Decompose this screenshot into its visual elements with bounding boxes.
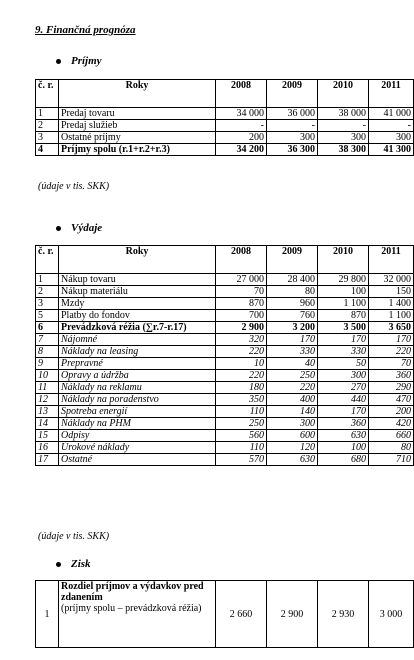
table-row (36, 418, 414, 430)
table-row (36, 358, 414, 370)
value-cell: 3 650 (369, 322, 414, 334)
value-cell: 40 (267, 358, 318, 370)
profit-label (59, 581, 216, 648)
profit-bullet (56, 558, 91, 570)
year-header: 2011 (369, 246, 414, 274)
row-number: 3 (36, 298, 59, 310)
col-no-header: č. r. (36, 246, 59, 274)
table-row (36, 370, 414, 382)
table-row (36, 108, 414, 120)
row-number: 3 (36, 132, 59, 144)
value-cell: 3 200 (267, 322, 318, 334)
value-cell: 110 (216, 442, 267, 454)
value-cell: 2 660 (216, 581, 267, 648)
table-row (36, 274, 414, 286)
year-header: 2009 (267, 80, 318, 108)
row-label: Náklady na leasing (59, 346, 216, 358)
income-bullet (56, 55, 102, 67)
value-cell: 28 400 (267, 274, 318, 286)
row-number: 6 (36, 322, 59, 334)
value-cell: 70 (369, 358, 414, 370)
expenses-note: (údaje v tis. SKK) (38, 531, 110, 542)
value-cell: 290 (369, 382, 414, 394)
row-number: 17 (36, 454, 59, 466)
row-number: 15 (36, 430, 59, 442)
table-row (36, 442, 414, 454)
table-row (36, 120, 414, 132)
value-cell: 10 (216, 358, 267, 370)
row-label: Náklady na PHM (59, 418, 216, 430)
value-cell: 170 (318, 406, 369, 418)
value-cell: 330 (267, 346, 318, 358)
value-cell: 220 (267, 382, 318, 394)
value-cell: 41 000 (369, 108, 414, 120)
profit-heading: Zisk (71, 558, 91, 570)
value-cell: 70 (216, 286, 267, 298)
value-cell: 1 100 (369, 310, 414, 322)
row-number: 8 (36, 346, 59, 358)
table-row (36, 298, 414, 310)
row-label: Nájomné (59, 334, 216, 346)
value-cell: 570 (216, 454, 267, 466)
row-number: 13 (36, 406, 59, 418)
table-row (36, 346, 414, 358)
value-cell: 250 (216, 418, 267, 430)
year-header: 2011 (369, 80, 414, 108)
value-cell: 140 (267, 406, 318, 418)
row-number: 2 (36, 286, 59, 298)
value-cell: 2 900 (267, 581, 318, 648)
row-label: Opravy a údržba (59, 370, 216, 382)
bullet-icon (56, 562, 61, 567)
row-label: Ostatné (59, 454, 216, 466)
value-cell: 710 (369, 454, 414, 466)
row-number: 4 (36, 144, 59, 156)
year-header: 2008 (216, 246, 267, 274)
value-cell: 1 400 (369, 298, 414, 310)
value-cell: 870 (216, 298, 267, 310)
value-cell: 300 (369, 132, 414, 144)
row-number: 14 (36, 418, 59, 430)
value-cell: 29 800 (318, 274, 369, 286)
value-cell: 2 900 (216, 322, 267, 334)
table-row (36, 310, 414, 322)
value-cell: 41 300 (369, 144, 414, 156)
col-roky-header: Roky (59, 80, 216, 108)
table-row (36, 406, 414, 418)
value-cell: 700 (216, 310, 267, 322)
value-cell: 420 (369, 418, 414, 430)
profit-label-normal: (príjmy spolu – prevádzková réžia) (61, 603, 202, 614)
value-cell: 270 (318, 382, 369, 394)
row-label: Predaj služieb (59, 120, 216, 132)
table-row (36, 334, 414, 346)
value-cell: 1 100 (318, 298, 369, 310)
table-row (36, 430, 414, 442)
value-cell: 320 (216, 334, 267, 346)
row-number: 16 (36, 442, 59, 454)
value-cell: 110 (216, 406, 267, 418)
table-row (36, 132, 414, 144)
value-cell: 170 (369, 334, 414, 346)
table-row (36, 322, 414, 334)
income-note: (údaje v tis. SKK) (38, 181, 110, 192)
table-row (36, 286, 414, 298)
value-cell: 100 (318, 442, 369, 454)
row-label: Náklady na reklamu (59, 382, 216, 394)
value-cell: 170 (267, 334, 318, 346)
row-label: Platby do fondov (59, 310, 216, 322)
col-roky-header: Roky (59, 246, 216, 274)
value-cell: 27 000 (216, 274, 267, 286)
row-number: 2 (36, 120, 59, 132)
value-cell: 3 500 (318, 322, 369, 334)
profit-row (36, 581, 414, 648)
row-label: Prevádzková réžia (∑r.7-r.17) (59, 322, 216, 334)
section-title: 9. Finančná prognóza (35, 24, 136, 36)
value-cell: 960 (267, 298, 318, 310)
row-label: Prepravné (59, 358, 216, 370)
value-cell: 330 (318, 346, 369, 358)
value-cell: 150 (369, 286, 414, 298)
table-row (36, 144, 414, 156)
row-label: Náklady na poradenstvo (59, 394, 216, 406)
value-cell: 220 (369, 346, 414, 358)
value-cell: 870 (318, 310, 369, 322)
table-row (36, 394, 414, 406)
bullet-icon (56, 226, 61, 231)
value-cell: 200 (369, 406, 414, 418)
value-cell: 440 (318, 394, 369, 406)
value-cell: 680 (318, 454, 369, 466)
value-cell: - (369, 120, 414, 132)
row-label: Ostatné príjmy (59, 132, 216, 144)
col-no-header: č. r. (36, 80, 59, 108)
table-row (36, 454, 414, 466)
value-cell: 2 930 (318, 581, 369, 648)
row-number: 5 (36, 310, 59, 322)
value-cell: - (267, 120, 318, 132)
value-cell: 760 (267, 310, 318, 322)
row-number: 1 (36, 274, 59, 286)
row-label: Úrokové náklady (59, 442, 216, 454)
row-number: 1 (36, 108, 59, 120)
bullet-icon (56, 59, 61, 64)
value-cell: - (318, 120, 369, 132)
value-cell: 300 (267, 132, 318, 144)
value-cell: 360 (369, 370, 414, 382)
year-header: 2010 (318, 246, 369, 274)
row-number: 9 (36, 358, 59, 370)
value-cell: 360 (318, 418, 369, 430)
profit-label-bold: Rozdiel príjmov a výdavkov pred zdanením (61, 581, 204, 603)
value-cell: 400 (267, 394, 318, 406)
row-label: Mzdy (59, 298, 216, 310)
value-cell: 34 000 (216, 108, 267, 120)
year-header: 2009 (267, 246, 318, 274)
row-label: Predaj tovaru (59, 108, 216, 120)
row-number: 1 (36, 581, 59, 648)
value-cell: 36 300 (267, 144, 318, 156)
row-label: Nákup tovaru (59, 274, 216, 286)
value-cell: 38 000 (318, 108, 369, 120)
row-label: Nákup materiálu (59, 286, 216, 298)
value-cell: 80 (369, 442, 414, 454)
value-cell: 350 (216, 394, 267, 406)
row-number: 11 (36, 382, 59, 394)
value-cell: 50 (318, 358, 369, 370)
value-cell: 300 (318, 370, 369, 382)
value-cell: 600 (267, 430, 318, 442)
value-cell: 3 000 (369, 581, 414, 648)
value-cell: 32 000 (369, 274, 414, 286)
value-cell: 470 (369, 394, 414, 406)
expenses-heading: Výdaje (71, 222, 103, 234)
value-cell: 80 (267, 286, 318, 298)
row-label: Odpisy (59, 430, 216, 442)
value-cell: 220 (216, 370, 267, 382)
value-cell: 170 (318, 334, 369, 346)
table-row (36, 382, 414, 394)
value-cell: 180 (216, 382, 267, 394)
row-label: Spotreba energií (59, 406, 216, 418)
expenses-bullet (56, 222, 102, 234)
value-cell: 630 (318, 430, 369, 442)
value-cell: 300 (267, 418, 318, 430)
year-header: 2008 (216, 80, 267, 108)
value-cell: 660 (369, 430, 414, 442)
value-cell: 120 (267, 442, 318, 454)
value-cell: 200 (216, 132, 267, 144)
value-cell: 36 000 (267, 108, 318, 120)
profit-table (35, 580, 414, 648)
value-cell: 250 (267, 370, 318, 382)
value-cell: 560 (216, 430, 267, 442)
row-label: Príjmy spolu (r.1+r.2+r.3) (59, 144, 216, 156)
expenses-table (35, 245, 414, 466)
value-cell: 34 200 (216, 144, 267, 156)
income-table (35, 79, 414, 156)
row-number: 10 (36, 370, 59, 382)
expenses-header-row (36, 246, 414, 274)
row-number: 12 (36, 394, 59, 406)
value-cell: 38 300 (318, 144, 369, 156)
value-cell: 630 (267, 454, 318, 466)
value-cell: - (216, 120, 267, 132)
value-cell: 220 (216, 346, 267, 358)
income-heading: Príjmy (71, 55, 102, 67)
value-cell: 100 (318, 286, 369, 298)
year-header: 2010 (318, 80, 369, 108)
income-header-row (36, 80, 414, 108)
value-cell: 300 (318, 132, 369, 144)
row-number: 7 (36, 334, 59, 346)
